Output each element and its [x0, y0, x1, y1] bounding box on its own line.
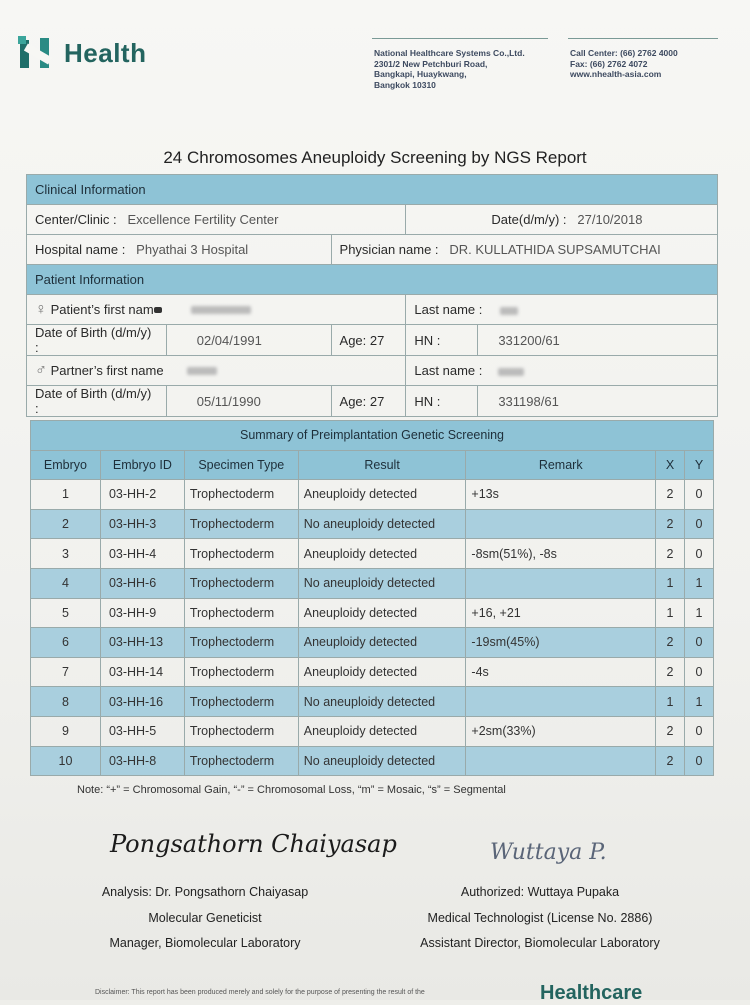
header-rule-right: [568, 38, 718, 39]
redacted-partner-last-name: [498, 368, 524, 376]
specimen-type: Trophectoderm: [184, 657, 298, 687]
contact-line: Fax: (66) 2762 4072: [570, 58, 648, 69]
y-count: 1: [684, 687, 713, 717]
y-count: 0: [684, 716, 713, 746]
remark: +16, +21: [466, 598, 656, 628]
center-value: Excellence Fertility Center: [127, 212, 279, 227]
x-count: 2: [656, 746, 685, 776]
hospital-cell: [27, 235, 332, 265]
address-line: 2301/2 New Petchburi Road,: [374, 58, 488, 69]
y-count: 0: [684, 746, 713, 776]
x-count: 2: [656, 539, 685, 569]
analyst-role: Manager, Biomolecular Laboratory: [109, 936, 301, 950]
date-label: Date(d/m/y) :: [491, 212, 567, 227]
specimen-type: Trophectoderm: [184, 746, 298, 776]
patient-hn-value: 331200/61: [478, 325, 718, 356]
physician-value: DR. KULLATHIDA SUPSAMUTCHAI: [449, 242, 661, 257]
info-table: [26, 174, 718, 417]
table-row: [31, 598, 714, 628]
embryo-id: 03-HH-4: [100, 539, 184, 569]
x-count: 2: [656, 509, 685, 539]
x-count: 2: [656, 657, 685, 687]
redacted-first-name: [191, 306, 251, 314]
center-cell: [27, 205, 406, 235]
remark: -4s: [466, 657, 656, 687]
embryo-number: 2: [31, 509, 101, 539]
embryo-number: 5: [31, 598, 101, 628]
contact-line: www.nhealth-asia.com: [570, 69, 662, 79]
partner-first-name-cell: [27, 356, 406, 386]
company-contact: [570, 48, 678, 80]
y-count: 1: [684, 598, 713, 628]
x-count: 2: [656, 480, 685, 510]
authorizer-signature: Wuttaya P.: [490, 840, 607, 865]
partner-hn-value: 331198/61: [478, 386, 718, 417]
embryo-id: 03-HH-3: [100, 509, 184, 539]
col-header-embryo: Embryo: [31, 450, 101, 480]
embryo-id: 03-HH-16: [100, 687, 184, 717]
embryo-summary-table: [30, 420, 714, 776]
specimen-type: Trophectoderm: [184, 628, 298, 658]
remark: +2sm(33%): [466, 716, 656, 746]
specimen-type: Trophectoderm: [184, 598, 298, 628]
center-label: Center/Clinic :: [35, 212, 117, 227]
x-count: 1: [656, 568, 685, 598]
physician-cell: [331, 235, 717, 265]
analyst-name: Analysis: Dr. Pongsathorn Chaiyasap: [101, 885, 309, 899]
physician-label: Physician name :: [339, 242, 439, 257]
patient-hn-label: HN :: [406, 325, 478, 356]
embryo-number: 8: [31, 687, 101, 717]
specimen-type: Trophectoderm: [184, 509, 298, 539]
specimen-type: Trophectoderm: [184, 716, 298, 746]
result: Aneuploidy detected: [298, 480, 466, 510]
x-count: 1: [656, 598, 685, 628]
logo-mark-icon: [18, 36, 58, 70]
embryo-number: 4: [31, 568, 101, 598]
col-header-y: Y: [684, 450, 713, 480]
embryo-number: 9: [31, 716, 101, 746]
y-count: 0: [684, 480, 713, 510]
contact-line: Call Center: (66) 2762 4000: [570, 48, 678, 58]
embryo-id: 03-HH-2: [100, 480, 184, 510]
table-row: [31, 628, 714, 658]
result: Aneuploidy detected: [298, 598, 466, 628]
table-row: [31, 539, 714, 569]
female-symbol-icon: ♀: [35, 300, 47, 318]
authorizer-block: [400, 880, 680, 957]
partner-first-name-label: Partner’s first name: [50, 362, 164, 378]
specimen-type: Trophectoderm: [184, 687, 298, 717]
embryo-number: 3: [31, 539, 101, 569]
remark: [466, 568, 656, 598]
embryo-number: 6: [31, 628, 101, 658]
remark: [466, 746, 656, 776]
summary-title: Summary of Preimplantation Genetic Screening: [31, 421, 714, 451]
y-count: 0: [684, 539, 713, 569]
patient-age: Age: 27: [331, 325, 406, 356]
footer-brand: Healthcare: [540, 982, 643, 1004]
table-row: [31, 746, 714, 776]
analyst-signature: Pongsathorn Chaiyasap: [110, 830, 397, 858]
hospital-value: Phyathai 3 Hospital: [136, 242, 249, 257]
table-row: [31, 716, 714, 746]
table-row: [31, 509, 714, 539]
authorizer-name: Authorized: Wuttaya Pupaka: [460, 885, 620, 899]
col-header-result: Result: [298, 450, 466, 480]
nhealth-logo: [18, 36, 146, 70]
embryo-number: 1: [31, 480, 101, 510]
header-rule-left: [372, 38, 548, 39]
authorizer-role: Assistant Director, Biomolecular Laboratory: [420, 936, 660, 950]
remark: [466, 509, 656, 539]
table-row: [31, 568, 714, 598]
y-count: 1: [684, 568, 713, 598]
table-row: [31, 657, 714, 687]
remark: [466, 687, 656, 717]
result: Aneuploidy detected: [298, 539, 466, 569]
patient-dob-value: 02/04/1991: [166, 325, 331, 356]
embryo-number: 7: [31, 657, 101, 687]
authorizer-title: Medical Technologist (License No. 2886): [427, 910, 653, 925]
patient-first-name-cell: [27, 295, 406, 325]
partner-hn-label: HN :: [406, 386, 478, 417]
partner-dob-label: Date of Birth (d/m/y) :: [27, 386, 167, 417]
col-header-specimen: Specimen Type: [184, 450, 298, 480]
redacted-partner-first-name: [187, 367, 217, 375]
embryo-id: 03-HH-5: [100, 716, 184, 746]
x-count: 1: [656, 687, 685, 717]
patient-last-name-label: Last name :: [414, 302, 483, 317]
result: No aneuploidy detected: [298, 509, 466, 539]
embryo-id: 03-HH-9: [100, 598, 184, 628]
y-count: 0: [684, 509, 713, 539]
remark: -19sm(45%): [466, 628, 656, 658]
result: No aneuploidy detected: [298, 687, 466, 717]
partner-last-name-label: Last name :: [414, 363, 483, 378]
logo-text: Health: [64, 37, 147, 68]
col-header-remark: Remark: [466, 450, 656, 480]
hospital-label: Hospital name :: [35, 242, 126, 257]
male-symbol-icon: ♂: [35, 361, 47, 379]
date-cell: [406, 205, 718, 235]
redacted-last-name: [500, 307, 518, 315]
legend-note: Note: “+” = Chromosomal Gain, “-” = Chromosomal Loss, “m” = Mosaic, “s” = Segmental: [77, 784, 506, 796]
embryo-id: 03-HH-14: [100, 657, 184, 687]
embryo-id: 03-HH-8: [100, 746, 184, 776]
redaction-mark: [154, 307, 162, 313]
x-count: 2: [656, 628, 685, 658]
specimen-type: Trophectoderm: [184, 539, 298, 569]
patient-dob-label: Date of Birth (d/m/y) :: [27, 325, 167, 356]
result: No aneuploidy detected: [298, 746, 466, 776]
embryo-id: 03-HH-6: [100, 568, 184, 598]
result: Aneuploidy detected: [298, 657, 466, 687]
remark: +13s: [466, 480, 656, 510]
address-line: Bangkok 10310: [374, 79, 436, 90]
col-header-embryo-id: Embryo ID: [100, 450, 184, 480]
partner-age: Age: 27: [331, 386, 406, 417]
patient-last-name-cell: [406, 295, 718, 325]
analyst-block: [70, 880, 340, 957]
specimen-type: Trophectoderm: [184, 480, 298, 510]
y-count: 0: [684, 657, 713, 687]
table-row: [31, 687, 714, 717]
y-count: 0: [684, 628, 713, 658]
result: Aneuploidy detected: [298, 716, 466, 746]
partner-dob-value: 05/11/1990: [166, 386, 331, 417]
disclaimer: Disclaimer: This report has been produced merely and solely for the purpose of presenting the result of the: [95, 989, 425, 996]
result: Aneuploidy detected: [298, 628, 466, 658]
embryo-number: 10: [31, 746, 101, 776]
patient-first-name-label: Patient’s first nam: [50, 301, 154, 317]
patient-section-header: Patient Information: [27, 265, 718, 295]
report-title: 24 Chromosomes Aneuploidy Screening by NGS Report: [163, 148, 587, 167]
partner-last-name-cell: [406, 356, 718, 386]
embryo-id: 03-HH-13: [100, 628, 184, 658]
date-value: 27/10/2018: [577, 212, 643, 227]
clinical-section-header: Clinical Information: [27, 175, 718, 205]
company-address: [374, 48, 525, 90]
specimen-type: Trophectoderm: [184, 568, 298, 598]
analyst-title: Molecular Geneticist: [148, 910, 262, 925]
x-count: 2: [656, 716, 685, 746]
remark: -8sm(51%), -8s: [466, 539, 656, 569]
address-line: National Healthcare Systems Co.,Ltd.: [374, 48, 525, 58]
table-row: [31, 480, 714, 510]
col-header-x: X: [656, 450, 685, 480]
result: No aneuploidy detected: [298, 568, 466, 598]
address-line: Bangkapi, Huaykwang,: [374, 69, 467, 79]
